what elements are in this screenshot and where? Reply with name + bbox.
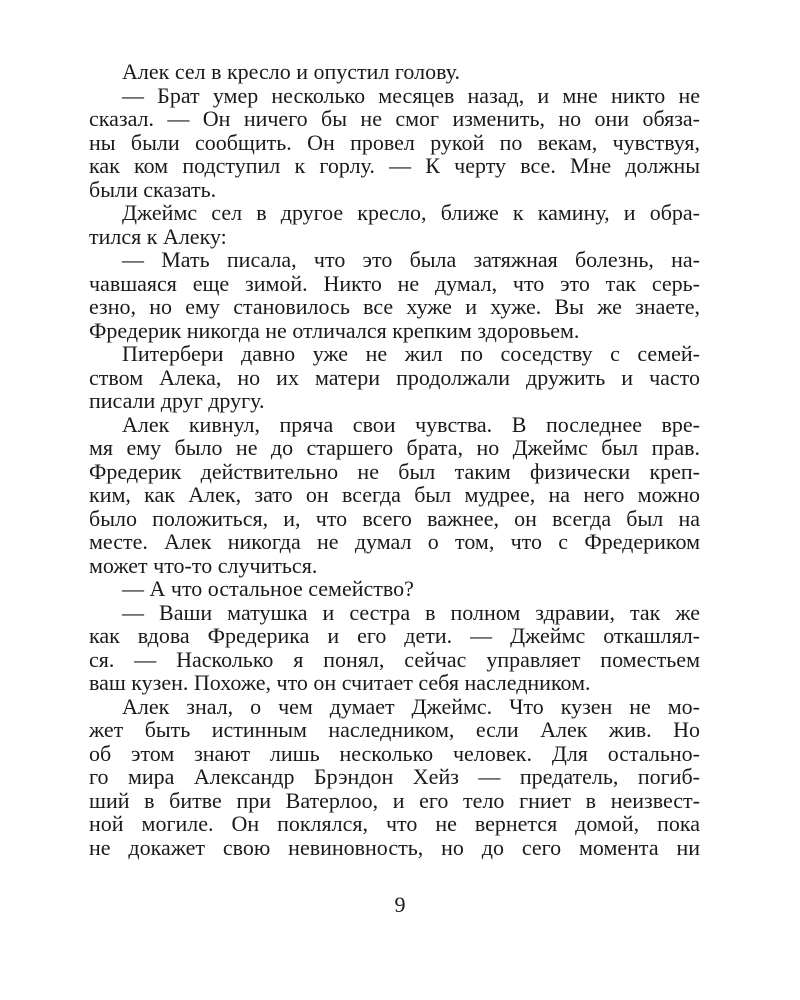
text-line: — Мать писала, что это была затяжная болезнь, на-: [122, 247, 700, 272]
text-line: ким, как Алек, зато он всегда был мудрее, на него можно: [89, 482, 700, 507]
text-line: ны были сообщить. Он провел рукой по векам, чувствуя,: [89, 129, 700, 155]
text-line: Алек знал, о чем думает Джеймс. Что кузен не мо-: [122, 693, 700, 719]
text-line: были сказать.: [89, 176, 217, 202]
text-line: тился к Алеку:: [89, 223, 227, 249]
text-line: го мира Александр Брэндон Хейз — предатель, погиб-: [89, 764, 700, 789]
text-line: чавшаяся еще зимой. Никто не думал, что это так серь-: [89, 270, 700, 296]
text-line: езно, но ему становилось все хуже и хуже. Вы же знаете,: [89, 294, 700, 319]
text-line: как вдова Фредерика и его дети. — Джеймс откашлял-: [89, 623, 700, 648]
page-body-text: [89, 60, 700, 859]
text-line: месте. Алек никогда не думал о том, что с Фредериком: [89, 529, 700, 554]
text-line: сказал. — Он ничего бы не смог изменить, но они обяза-: [89, 106, 700, 131]
text-line: мя ему было не до старшего брата, но Джеймс был прав.: [89, 435, 700, 460]
text-line: не докажет свою невиновность, но до сего момента ни: [89, 834, 700, 860]
text-line: Алек кивнул, пряча свои чувства. В последнее вре-: [122, 411, 700, 437]
page-number: 9: [394, 892, 406, 917]
text-line: было положиться, и, что всего важнее, он всегда был на: [89, 505, 700, 531]
text-line: — Ваши матушка и сестра в полном здравии, так же: [122, 599, 700, 625]
text-line: жет быть истинным наследником, если Алек жив. Но: [89, 717, 700, 742]
text-line: об этом знают лишь несколько человек. Для остально-: [89, 740, 700, 766]
text-line: как ком подступил к горлу. — К черту все. Мне должны: [89, 153, 700, 178]
text-line: Питербери давно уже не жил по соседству с семей-: [122, 341, 700, 366]
text-line: ший в битве при Ватерлоо, и его тело гниет в неизвест-: [89, 787, 700, 813]
text-line: ся. — Насколько я понял, сейчас управляет поместьем: [89, 646, 700, 672]
text-line: Джеймс сел в другое кресло, ближе к камину, и обра-: [122, 200, 700, 225]
text-line: ной могиле. Он поклялся, что не вернется домой, пока: [89, 811, 700, 836]
text-line: ством Алека, но их матери продолжали дружить и часто: [89, 364, 700, 390]
text-line: — Брат умер несколько месяцев назад, и мне никто не: [122, 82, 700, 108]
text-line: Фредерик никогда не отличался крепким здоровьем.: [89, 317, 580, 343]
text-line: может что-то случиться.: [89, 552, 318, 578]
text-line: писали друг другу.: [89, 388, 265, 413]
text-line: — А что остальное семейство?: [122, 576, 414, 601]
text-line: ваш кузен. Похоже, что он считает себя наследником.: [89, 670, 591, 695]
text-line: Алек сел в кресло и опустил голову.: [122, 59, 461, 84]
text-line: Фредерик действительно не был таким физически креп-: [89, 458, 700, 484]
